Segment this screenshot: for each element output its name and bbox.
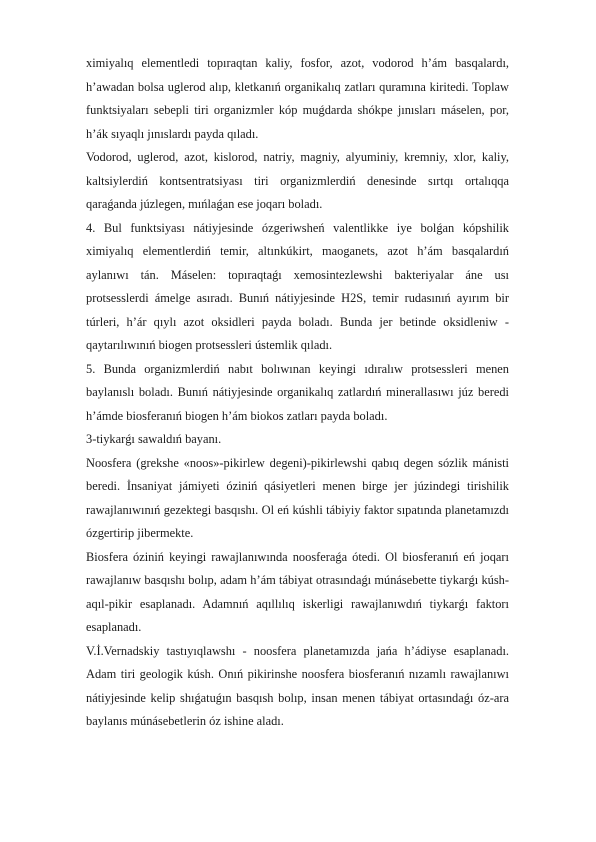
section-heading: 3-tiykarǵı sawaldıń bayanı. [86,432,222,446]
paragraph-1: ximiyalıq elementledi topıraqtan kaliy, fosfor, azot, vodorod h’ám basqalardı, h’awadan bolsa uglerod alıp, kletkanıń organikalıq zatları quramına kiritedi. Toplaw funktsiyaları sebepli tiri organizmler kóp muǵdarda shókpe jınısları máselen, por, h’ák sıyaqlı jınıslardı payda qıladı. [86,56,509,141]
paragraph-6: Biosfera óziniń keyingi rawajlanıwında noosferaǵa ótedi. Ol biosferanıń eń joqarı rawajlanıw basqıshı bolıp, adam h’ám tábiyat otrasındaǵı múnásebette tiykarǵı kúsh-aqıl-pikir esaplanadı. Adamnıń aqıllılıq iskerligi rawajlanıwdıń tiykarǵı faktorı esaplanadı. [86,549,509,634]
paragraph-3: 4. Bul funktsiyası nátiyjesinde ózgeriwsheń valentlikke iye bolǵan kópshilik ximiyalıq elementlerdiń temir, altınkúkirt, maoganets, azot h’ám basqalardıń aylanıwı tán. Máselen: topıraqtaǵı xemosintezlewshi bakteriyalar áne usı protsesslerdi ámelge asıradı. Bunıń nátiyjesinde H2S, temir rudasınıń ayırım bir túrleri, h’ár qıylı azot oksidleri payda boladı. Bunda jer betinde oksidleniw - qaytarılıwınıń biogen protsessleri ústemlik qıladı. [86,220,509,352]
paragraph-7: V.İ.Vernadskiy tastıyıqlawshı - noosfera planetamızda jańa h’ádiyse esaplanadı. Adam tiri geologik kúsh. Onıń pikirinshe noosfera biosferanıń nızamlı rawajlanıwı nátiyjesinde kelip shıǵatuǵın basqısh bolıp, insan menen tábiyat ortasındaǵı óz-ara baylanıs múnásebetlerin óz ishine aladı. [86,643,509,728]
paragraph-2: Vodorod, uglerod, azot, kislorod, natriy, magniy, alyuminiy, kremniy, xlor, kaliy, kaltsiylerdiń kontsentratsiyası tiri organizmlerdiń denesinde sırtqı ortalıqqa qaraǵanda júzlegen, mıńlaǵan ese joqarı boladı. [86,150,509,211]
paragraph-5: Noosfera (grekshe «noos»-pikirlew degeni)-pikirlewshi qabıq degen sózlik mánisti beredi. İnsaniyat jámiyeti óziniń qásiyetleri menen birge jer júzindegi tirishilik rawajlanıwınıń gezektegi basqıshı. Ol eń kúshli tábiyiy faktor sıpatında planetamızdı ózgertirip jibermekte. [86,455,509,540]
paragraph-4: 5. Bunda organizmlerdiń nabıt bolıwınan keyingi ıdıralıw protsessleri menen baylanıslı boladı. Bunıń nátiyjesinde organikalıq zatlardıń minerallasıwı júz beredi h’ámde biosferanıń biogen h’ám biokos zatları payda boladı. [86,361,509,423]
document-page [86,52,509,734]
